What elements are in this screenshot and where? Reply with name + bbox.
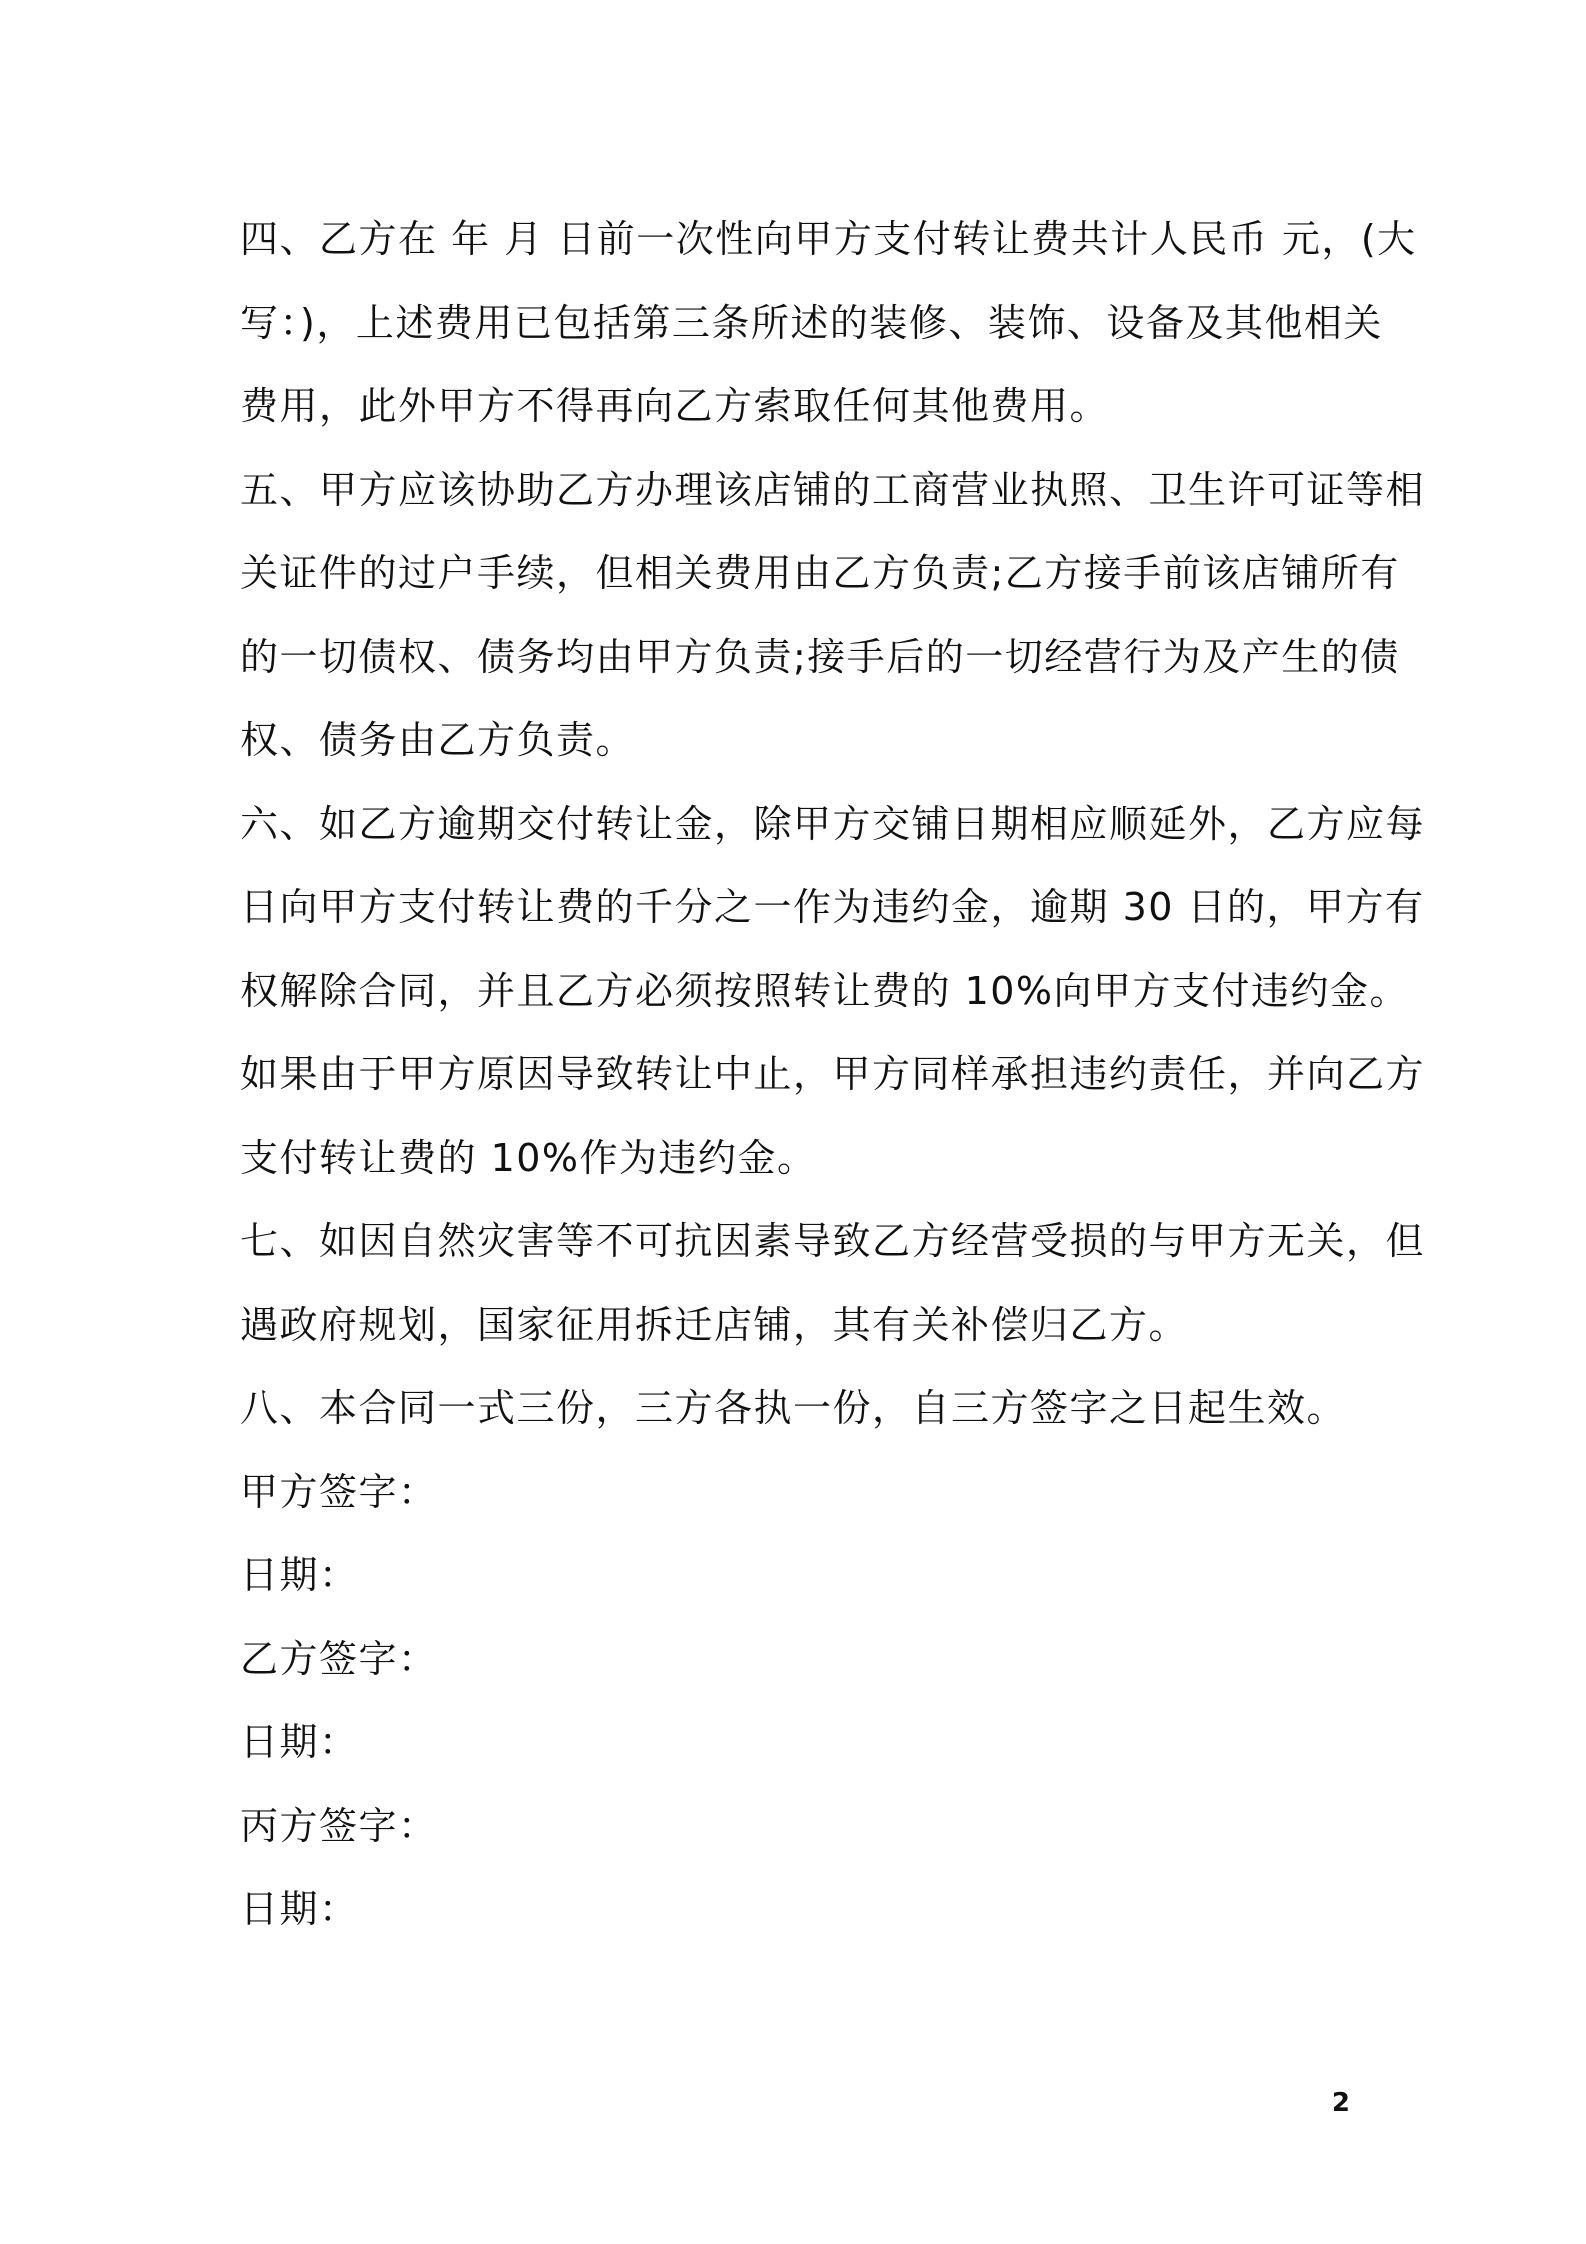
clause-5-line-4: 权、债务由乙方负责。: [240, 718, 636, 762]
clause-6-line-3: 权解除合同，并且乙方必须按照转让费的 10%向甲方支付违约金。: [240, 968, 1410, 1013]
party-c-signature-label: 丙方签字：: [240, 1803, 438, 1848]
party-a-signature-label: 甲方签字：: [240, 1469, 438, 1514]
party-b-signature-label: 乙方签字：: [240, 1636, 438, 1681]
page-number: 2: [1331, 2088, 1350, 2118]
clause-4-line-2: 写：)，上述费用已包括第三条所述的装修、装饰、设备及其他相关: [240, 300, 1383, 345]
clause-5-line-1: 五、甲方应该协助乙方办理该店铺的工商营业执照、卫生许可证等相: [240, 467, 1426, 512]
clause-5-line-3: 的一切债权、债务均由甲方负责;接手后的一切经营行为及产生的债: [240, 634, 1400, 679]
clause-4-line-1: 四、乙方在 年 月 日前一次性向甲方支付转让费共计人民币 元，(大: [240, 217, 1417, 261]
clause-8-line-1: 八、本合同一式三份，三方各执一份，自三方签字之日起生效。: [240, 1386, 1347, 1430]
clause-7-line-2: 遇政府规划，国家征用拆迁店铺，其有关补偿归乙方。: [240, 1302, 1189, 1347]
clause-6-line-4: 如果由于甲方原因导致转让中止，甲方同样承担违约责任，并向乙方: [240, 1052, 1426, 1096]
clause-6-line-1: 六、如乙方逾期交付转让金，除甲方交铺日期相应顺延外，乙方应每: [240, 801, 1426, 846]
clause-4-line-3: 费用，此外甲方不得再向乙方索取任何其他费用。: [240, 384, 1110, 428]
clause-5-line-2: 关证件的过户手续，但相关费用由乙方负责;乙方接手前该店铺所有: [240, 551, 1400, 595]
party-a-date-label: 日期：: [240, 1553, 359, 1597]
party-c-date-label: 日期：: [240, 1887, 359, 1931]
clause-6-line-5: 支付转让费的 10%作为违约金。: [240, 1135, 817, 1180]
clause-6-line-2: 日向甲方支付转让费的千分之一作为违约金，逾期 30 日的，甲方有: [240, 885, 1425, 929]
contract-body: [240, 198, 1426, 1952]
clause-7-line-1: 七、如因自然灾害等不可抗因素导致乙方经营受损的与甲方无关，但: [240, 1219, 1426, 1263]
party-b-date-label: 日期：: [240, 1720, 359, 1764]
